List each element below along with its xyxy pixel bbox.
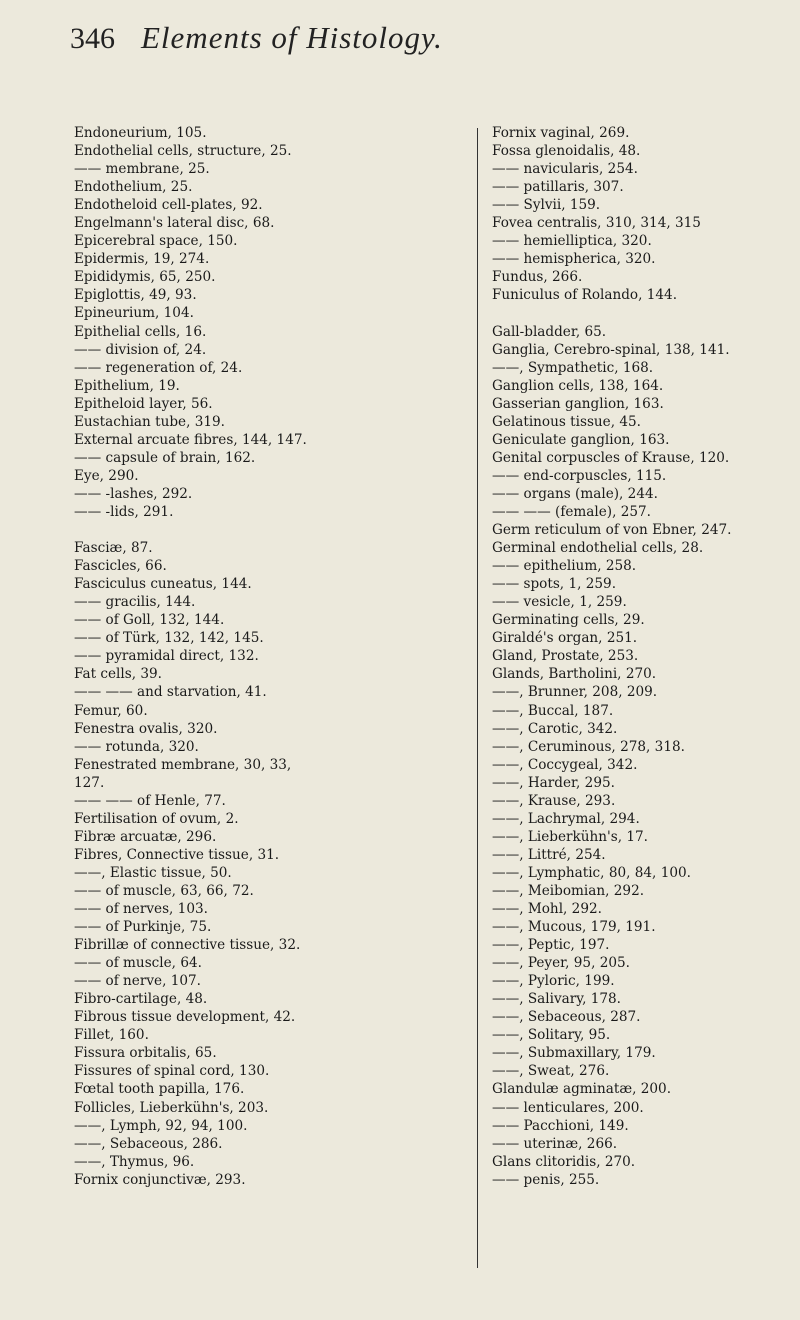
index-entry: Fasciæ, 87. (74, 540, 153, 557)
index-entry: Fundus, 266. (492, 269, 583, 286)
index-entry: —— Pacchioni, 149. (492, 1117, 629, 1134)
index-entry: ——, Lymphatic, 80, 84, 100. (492, 864, 691, 881)
index-entry: Germ reticulum of von Ebner, 247. (492, 522, 732, 539)
index-entry: ——, Pyloric, 199. (492, 973, 615, 990)
index-entry (74, 521, 414, 539)
index-entry: —— of Türk, 132, 142, 145. (74, 630, 264, 647)
index-entry: Fascicles, 66. (74, 558, 167, 575)
index-entry: —— membrane, 25. (74, 161, 210, 178)
index-entry: Epithelial cells, 16. (74, 323, 207, 340)
index-entry: Gelatinous tissue, 45. (492, 413, 641, 430)
index-entry: Epidermis, 19, 274. (74, 251, 210, 268)
index-entry: —— patillaris, 307. (492, 179, 624, 196)
index-entry: —— hemielliptica, 320. (492, 233, 652, 250)
index-entry: —— gracilis, 144. (74, 594, 196, 611)
index-entry: ——, Submaxillary, 179. (492, 1045, 656, 1062)
index-entry: ——, Harder, 295. (492, 774, 615, 791)
index-entry: Gasserian ganglion, 163. (492, 395, 664, 412)
index-entry: Fissura orbitalis, 65. (74, 1045, 217, 1062)
index-entry: ——, Lieberkühn's, 17. (492, 828, 648, 845)
index-entry: Femur, 60. (74, 702, 148, 719)
index-entry: ——, Thymus, 96. (74, 1153, 195, 1170)
column-divider (477, 128, 478, 1268)
index-entry: Genital corpuscles of Krause, 120. (492, 449, 730, 466)
index-entry: External arcuate fibres, 144, 147. (74, 431, 307, 448)
index-entry: —— Sylvii, 159. (492, 197, 601, 214)
index-entry: Eustachian tube, 319. (74, 413, 225, 430)
index-entry: ——, Lachrymal, 294. (492, 810, 640, 827)
index-entry: —— penis, 255. (492, 1171, 600, 1188)
index-entry: Germinating cells, 29. (492, 612, 645, 629)
page-number: 346 (70, 22, 115, 55)
index-entry: Epiglottis, 49, 93. (74, 287, 197, 304)
index-column-right (492, 124, 792, 1189)
index-entry: Giraldé's organ, 251. (492, 630, 638, 647)
index-entry: ——, Buccal, 187. (492, 702, 614, 719)
index-entry: —— rotunda, 320. (74, 738, 199, 755)
index-entry: Ganglion cells, 138, 164. (492, 377, 664, 394)
index-entry: Fornix conjunctivæ, 293. (74, 1171, 246, 1188)
index-entry: Epithelium, 19. (74, 377, 180, 394)
index-entry: —— spots, 1, 259. (492, 576, 617, 593)
index-entry: —— division of, 24. (74, 341, 207, 358)
index-entry: Endothelium, 25. (74, 179, 193, 196)
index-entry: Epicerebral space, 150. (74, 233, 238, 250)
index-entry: Ganglia, Cerebro-spinal, 138, 141. (492, 341, 730, 358)
index-entry: ——, Brunner, 208, 209. (492, 684, 658, 701)
index-entry: Fibrillæ of connective tissue, 32. (74, 937, 301, 954)
index-entry: Fovea centralis, 310, 314, 315 (492, 215, 701, 232)
index-entry: Funiculus of Rolando, 144. (492, 287, 678, 304)
index-entry: ——, Peptic, 197. (492, 937, 610, 954)
index-entry: —— end-corpuscles, 115. (492, 467, 667, 484)
index-entry: ——, Coccygeal, 342. (492, 756, 638, 773)
running-title: Elements of Histology. (141, 20, 443, 55)
index-entry: —— vesicle, 1, 259. (492, 594, 627, 611)
index-entry: —— of nerve, 107. (74, 973, 201, 990)
index-entry: ——, Lymph, 92, 94, 100. (74, 1117, 248, 1134)
index-entry: —— of nerves, 103. (74, 901, 208, 918)
index-entry: ——, Mucous, 179, 191. (492, 919, 656, 936)
index-entry: ——, Elastic tissue, 50. (74, 864, 232, 881)
index-entry: Fat cells, 39. (74, 666, 162, 683)
index-entry: ——, Sebaceous, 286. (74, 1135, 223, 1152)
index-entry: Fœtal tooth papilla, 176. (74, 1081, 245, 1098)
index-entry: ——, Krause, 293. (492, 792, 616, 809)
index-entry: —— pyramidal direct, 132. (74, 648, 259, 665)
index-entry: —— of muscle, 64. (74, 955, 202, 972)
index-entry: ——, Carotic, 342. (492, 720, 618, 737)
index-entry: Fenestra ovalis, 320. (74, 720, 218, 737)
index-entry: —— epithelium, 258. (492, 558, 637, 575)
index-entry: Fibres, Connective tissue, 31. (74, 846, 280, 863)
index-entry: —— of Purkinje, 75. (74, 919, 212, 936)
index-entry: Fibro-cartilage, 48. (74, 991, 208, 1008)
index-entry: —— uterinæ, 266. (492, 1135, 618, 1152)
index-entry: —— —— (female), 257. (492, 503, 651, 520)
index-entry: ——, Mohl, 292. (492, 901, 602, 918)
index-entry: —— organs (male), 244. (492, 485, 658, 502)
index-entry: —— capsule of brain, 162. (74, 449, 256, 466)
index-entry: Eye, 290. (74, 467, 139, 484)
index-entry: Glans clitoridis, 270. (492, 1153, 636, 1170)
index-entry: ——, Peyer, 95, 205. (492, 955, 630, 972)
index-entry: Gall-bladder, 65. (492, 323, 607, 340)
index-entry: ——, Salivary, 178. (492, 991, 622, 1008)
index-entry: Epididymis, 65, 250. (74, 269, 216, 286)
index-entry: Fibrous tissue development, 42. (74, 1009, 296, 1026)
index-entry: —— regeneration of, 24. (74, 359, 243, 376)
index-entry: —— —— of Henle, 77. (74, 792, 226, 809)
index-entry: ——, Solitary, 95. (492, 1027, 611, 1044)
index-entry: Fossa glenoidalis, 48. (492, 143, 641, 160)
index-entry: Epitheloid layer, 56. (74, 395, 213, 412)
index-entry: Fasciculus cuneatus, 144. (74, 576, 252, 593)
index-entry: Glands, Bartholini, 270. (492, 666, 657, 683)
index-entry: Fibræ arcuatæ, 296. (74, 828, 217, 845)
index-entry: Fenestrated membrane, 30, 33, (74, 756, 292, 773)
index-column-left (74, 124, 414, 1189)
index-entry: Fornix vaginal, 269. (492, 125, 630, 141)
index-entry: Endoneurium, 105. (74, 125, 207, 141)
index-entry: Fissures of spinal cord, 130. (74, 1063, 270, 1080)
index-entry: Germinal endothelial cells, 28. (492, 540, 704, 557)
index-entry: ——, Meibomian, 292. (492, 882, 645, 899)
index-entry: —— navicularis, 254. (492, 161, 638, 178)
index-entry: Endotheloid cell-plates, 92. (74, 197, 263, 214)
index-entry: —— hemispherica, 320. (492, 251, 656, 268)
index-entry: Glandulæ agminatæ, 200. (492, 1081, 672, 1098)
index-entry: ——, Sympathetic, 168. (492, 359, 654, 376)
index-entry: Fertilisation of ovum, 2. (74, 810, 239, 827)
index-entry: Follicles, Lieberkühn's, 203. (74, 1099, 269, 1116)
index-entry: —— of muscle, 63, 66, 72. (74, 882, 254, 899)
index-entry: Epineurium, 104. (74, 305, 194, 322)
index-entry: —— lenticulares, 200. (492, 1099, 644, 1116)
index-entry: ——, Sweat, 276. (492, 1063, 610, 1080)
index-entry: Engelmann's lateral disc, 68. (74, 215, 275, 232)
index-entry: —— -lids, 291. (74, 503, 174, 520)
index-entry: 127. (74, 774, 105, 791)
index-entry: Geniculate ganglion, 163. (492, 431, 670, 448)
index-entry: ——, Sebaceous, 287. (492, 1009, 641, 1026)
index-entry: Endothelial cells, structure, 25. (74, 143, 292, 160)
index-entry: —— —— and starvation, 41. (74, 684, 267, 701)
index-entry: Fillet, 160. (74, 1027, 149, 1044)
index-entry: —— of Goll, 132, 144. (74, 612, 225, 629)
page-header (70, 20, 770, 70)
index-entry: ——, Ceruminous, 278, 318. (492, 738, 685, 755)
index-entry: —— -lashes, 292. (74, 485, 193, 502)
index-entry (492, 304, 792, 322)
index-entry: ——, Littré, 254. (492, 846, 606, 863)
index-entry: Gland, Prostate, 253. (492, 648, 639, 665)
